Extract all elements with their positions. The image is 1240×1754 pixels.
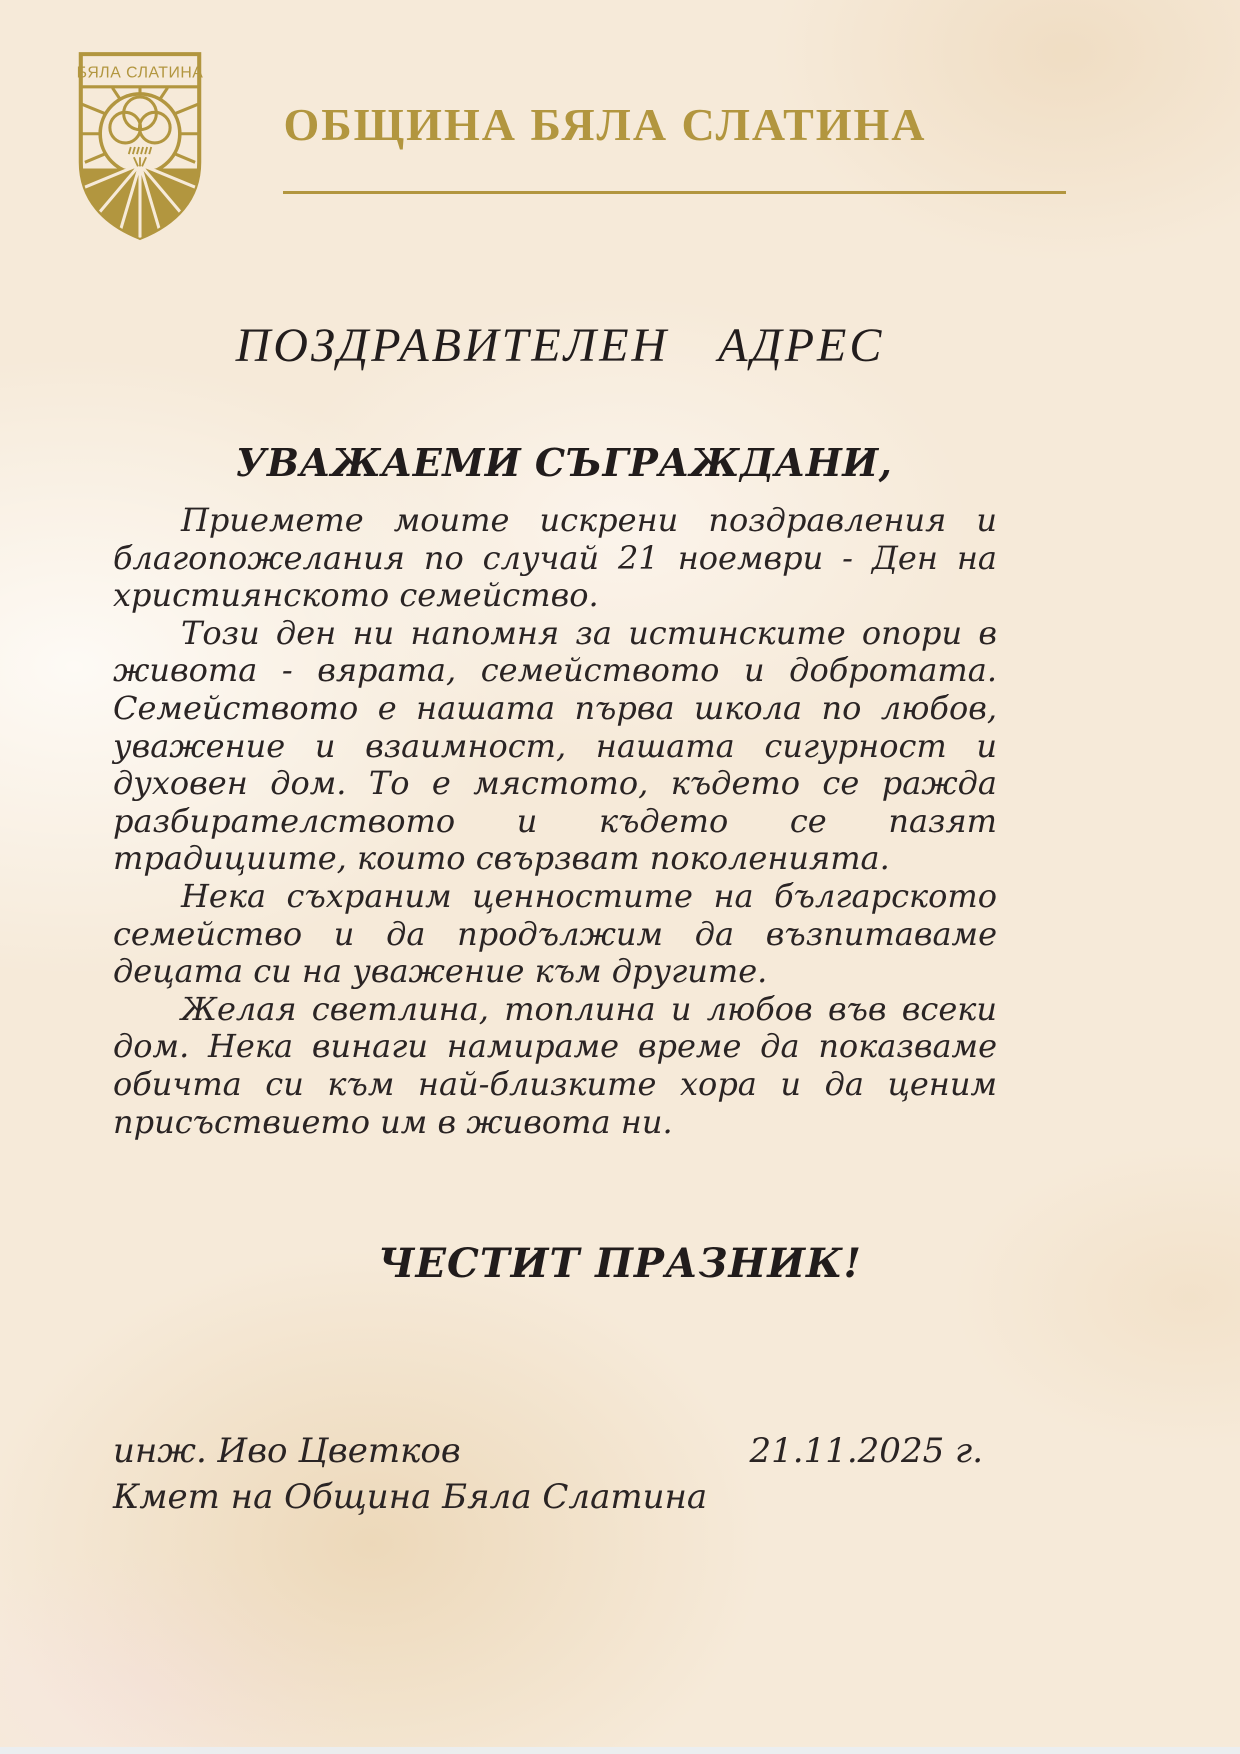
page-bottom-strip xyxy=(0,1747,1240,1754)
header-underline xyxy=(283,191,1066,194)
body-paragraph: Желая светлина, топлина и любов във всеки дом. Нека винаги намираме време да показваме обичта си към най-близките хора и да ценим присъствието им в живота ни. xyxy=(113,989,997,1141)
closing-line: ЧЕСТИТ ПРАЗНИК! xyxy=(378,1240,862,1287)
signature-role: Кмет на Община Бяла Слатина xyxy=(113,1477,708,1517)
document-title: ПОЗДРАВИТЕЛЕН АДРЕС xyxy=(235,319,885,372)
signature-date: 21.11.2025 г. xyxy=(749,1431,983,1471)
body-paragraph: Този ден ни напомня за истинските опори в живота - вярата, семейството и добротата. Семейството е нашата първа школа по любов, уважение и взаимност, нашата сигурност и духовен дом. То е мястото, където се ражда разбирателството и където се пазят традициите, които свързват поколенията. xyxy=(113,613,997,878)
body-paragraph: Приемете моите искрени поздравления и благопожелания по случай 21 ноември - Ден на християнското семейство. xyxy=(113,501,997,615)
signature-block xyxy=(113,1428,983,1520)
signature-name: инж. Иво Цветков xyxy=(113,1431,461,1471)
salutation: УВАЖАЕМИ СЪГРАЖДАНИ, xyxy=(235,440,893,485)
body-text xyxy=(113,502,997,1141)
body-paragraph: Нека съхраним ценностите на българското семейство и да продължим да възпитаваме децата си на уважение към другите. xyxy=(113,876,997,991)
header-title: ОБЩИНА БЯЛА СЛАТИНА xyxy=(283,99,927,150)
logo-text: БЯЛА СЛАТИНА xyxy=(76,64,204,82)
